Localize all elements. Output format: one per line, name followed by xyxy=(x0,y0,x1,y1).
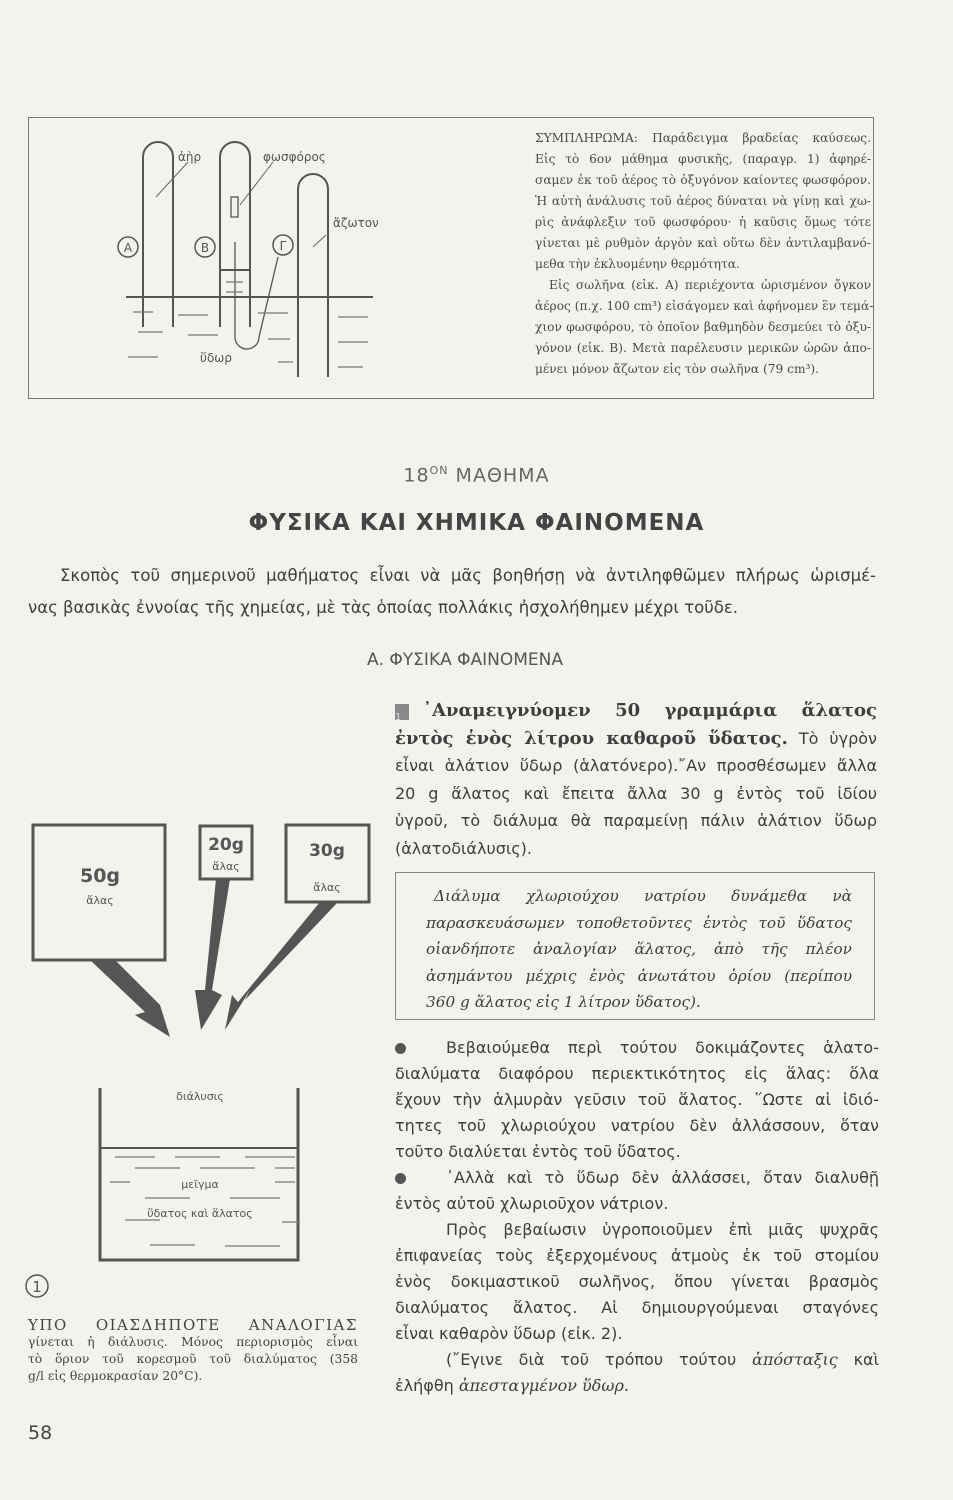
mixture-label: μεῖγμα xyxy=(181,1178,219,1191)
para2-line: ἐπιφανείας τοὺς ἐξερχομένους ἀτμοὺς ἐκ τοῦ στομίου xyxy=(395,1246,879,1265)
bullet-line: ἐντὸς αὐτοῦ χλωριοῦχον νάτριον. xyxy=(395,1194,669,1213)
box-50g xyxy=(33,825,165,960)
caption-line: τὸ ὅριον τοῦ κορεσμοῦ τοῦ διαλύματος (358 xyxy=(28,1352,358,1366)
para3-text: ἐλήφθη xyxy=(395,1376,459,1395)
bullet-icon xyxy=(395,1043,406,1054)
para3-text: (῎Εγινε διὰ τοῦ τρόπου τούτου xyxy=(446,1350,753,1369)
figure-caption xyxy=(28,1316,358,1385)
gas-tubes-diagram xyxy=(28,117,528,399)
phosphorus-piece xyxy=(231,197,238,217)
supplement-line: γίνεται μὲ ρυθμὸν ἀργὸν καὶ οὕτω δὲν ἀντιλαμβανό- xyxy=(535,236,871,250)
lesson-number: $18^{ON}$ ΜΑΘΗΜΑ xyxy=(403,464,550,487)
para3-text: καὶ xyxy=(837,1350,879,1369)
definition-line: παρασκευάσωμεν τοποθετοῦντες ἐντὸς τοῦ ὕδατος xyxy=(426,913,852,932)
paragraph-1 xyxy=(395,697,877,862)
arrow-30g xyxy=(225,902,338,1030)
supplement-line: ἀέρος (π.χ. 100 cm³) εἰσάγομεν καὶ ἀφήνομεν ἓν τεμά- xyxy=(535,299,874,313)
box-20g-amount: 20g xyxy=(208,835,244,855)
supplement-line: Εἰς σωλῆνα (εἰκ. Α) περιέχοντα ὡρισμένον ὄγκον xyxy=(549,278,871,292)
definition-line: οἱανδήποτε ἀναλογίαν ἅλατος, ἀπὸ τῆς πλέον xyxy=(426,940,852,958)
page-number: 58 xyxy=(28,1422,53,1444)
label-water: ὕδωρ xyxy=(200,351,232,365)
definition-line: 360 g ἅλατος εἰς 1 λίτρον ὕδατος). xyxy=(426,993,701,1011)
figure-number: 1 xyxy=(32,1278,42,1296)
para1-line: εἶναι ἁλάτιον ὕδωρ (ἁλατόνερο).῎Αν προσθέσωμεν ἄλλα xyxy=(395,756,877,775)
mixture-label: ὕδατος καὶ ἅλατος xyxy=(147,1207,253,1220)
box-50g-label: ἅλας xyxy=(86,894,114,907)
label-c: Γ xyxy=(279,239,287,253)
definition-line: Διάλυμα χλωριούχου νατρίου δυνάμεθα νὰ xyxy=(434,887,852,905)
supplement-line: χιον φωσφόρου, τὸ ὁποῖον βαθμηδὸν δεσμεύει τὸ ὀξυ- xyxy=(535,320,871,334)
box-20g-label: ἅλας xyxy=(212,860,240,873)
bullet-icon xyxy=(395,1173,406,1184)
supplement-text xyxy=(535,128,874,380)
definition-line: ἀσημάντου μέχρις ἑνὸς ἀνωτάτου ὁρίου (περίπου xyxy=(426,966,852,985)
supplement-line: ρὶς ἀνάφλεξιν τοῦ φωσφόρου· ἡ καῦσις ὅμως τότε xyxy=(535,215,871,229)
supplement-line: Ἡ αὐτὴ ἀνάλυσις τοῦ ἀέρος δύναται νὰ γίνῃ καὶ χω- xyxy=(535,194,871,208)
intro-paragraph xyxy=(28,560,876,624)
caption-heading: ΥΠΟ ΟΙΑΣΔΗΠΟΤΕ ΑΝΑΛΟΓΙΑΣ xyxy=(28,1316,358,1334)
label-nitrogen: ἄζωτον xyxy=(333,216,379,230)
tube-c xyxy=(298,174,328,377)
beaker xyxy=(100,1088,298,1260)
supplement-line: ΣΥΜΠΛΗΡΩΜΑ: Παράδειγμα βραδείας καύσεως. xyxy=(535,131,871,145)
para1-line: ὑγροῦ, τὸ διάλυμα θὰ παραμείνῃ πάλιν ἁλάτιον ὕδωρ xyxy=(395,811,877,830)
para1-text: Τὸ ὑγρὸν xyxy=(787,728,877,748)
bullet-line: ᾿Αλλὰ καὶ τὸ ὕδωρ δὲν ἀλλάσσει, ὅταν διαλυθῇ xyxy=(446,1168,879,1187)
bullet-line: ἔχουν τὴν ἁλμυρὰν γεῦσιν τοῦ ἅλατος. ῞Ωστε αἱ ἰδιό- xyxy=(395,1090,879,1109)
arrow-20g xyxy=(195,879,230,1030)
bullet-line: τητες τοῦ χλωριούχου νατρίου δὲν ἀλλάσσουν, ὅταν xyxy=(395,1116,879,1135)
dissolution-label: διάλυσις xyxy=(176,1090,224,1103)
para2-line: εἶναι καθαρὸν ὕδωρ (εἰκ. 2). xyxy=(395,1324,623,1343)
para3-term: ἀπεσταγμένον ὕδωρ. xyxy=(458,1376,629,1395)
supplement-line: Εἰς τὸ 6ον μάθημα φυσικῆς, (παραγρ. 1) ἀφηρέ- xyxy=(535,152,871,166)
para2-line: ἑνὸς δοκιμαστικοῦ σωλῆνος, ὅπου γίνεται βρασμὸς xyxy=(395,1272,879,1291)
supplement-line: μένει μόνον ἄζωτον εἰς τὸν σωλῆνα (79 cm³). xyxy=(535,362,820,376)
supplement-line: μεθα τὴν ἐκλυομένην θερμότητα. xyxy=(535,257,740,271)
body-text xyxy=(395,1035,879,1399)
para1-line: 20 g ἅλατος καὶ ἔπειτα ἄλλα 30 g ἐντὸς τοῦ ἰδίου xyxy=(395,783,877,803)
label-a: Α xyxy=(123,241,133,255)
para3-term: ἀπόσταξις xyxy=(752,1350,838,1369)
para1-bold: ἐντὸς ἑνὸς λίτρου καθαροῦ ὕδατος. xyxy=(395,727,788,749)
para1-line: (ἁλατοδιάλυσις). xyxy=(395,838,532,858)
salt-dissolution-figure xyxy=(20,790,380,1305)
label-phosphorus: φωσφόρος xyxy=(263,150,326,164)
page-title: ΦΥΣΙΚΑ ΚΑΙ ΧΗΜΙΚΑ ΦΑΙΝΟΜΕΝΑ xyxy=(248,510,705,536)
box-30g-label: ἅλας xyxy=(313,881,341,894)
section-heading: Α. ΦΥΣΙΚΑ ΦΑΙΝΟΜΕΝΑ xyxy=(366,650,563,670)
bullet-line: διαλύματα διαφόρου περιεκτικότητος εἰς ἅλας: ὅλα xyxy=(395,1064,879,1083)
box-30g-amount: 30g xyxy=(309,841,345,861)
para2-line: Πρὸς βεβαίωσιν ὑγροποιοῦμεν ἐπὶ μιᾶς ψυχρᾶς xyxy=(446,1220,879,1239)
intro-line: Σκοπὸς τοῦ σημερινοῦ μαθήματος εἶναι νὰ μᾶς βοηθήσῃ νὰ ἀντιληφθῶμεν πλήρως ὡρισμέ- xyxy=(60,566,876,585)
box-50g-amount: 50g xyxy=(79,865,121,887)
para2-line: διαλύματος ἅλατος. Αἱ δημιουργούμεναι σταγόνες xyxy=(395,1298,879,1317)
label-air: ἀὴρ xyxy=(178,150,202,164)
caption-line: γίνεται ἡ διάλυσις. Μόνος περιορισμὸς εἶναι xyxy=(28,1335,358,1349)
para1-bold: ᾿Αναμειγνύομεν 50 γραμμάρια ἅλατος xyxy=(423,700,877,721)
arrow-50g xyxy=(90,960,170,1037)
paragraph-marker: 1 xyxy=(395,704,409,720)
bullet-line: Βεβαιούμεθα περὶ τούτου δοκιμάζοντες ἁλατο- xyxy=(446,1038,879,1057)
bullet-line: τοῦτο διαλύεται ἐντὸς τοῦ ὕδατος. xyxy=(395,1142,681,1161)
supplement-line: σαμεν ἐκ τοῦ ἀέρος τὸ ὀξυγόνον καίοντες φωσφόρον. xyxy=(535,173,871,187)
definition-box xyxy=(395,872,875,1020)
caption-line: g/l εἰς θερμοκρασίαν 20°C). xyxy=(28,1369,203,1383)
label-b: Β xyxy=(200,241,210,255)
supplement-line: γόνον (εἰκ. Β). Μετὰ παρέλευσιν μερικῶν ὡρῶν ἀπο- xyxy=(535,341,871,355)
tube-a xyxy=(143,142,173,327)
intro-line: νας βασικὰς ἐννοίας τῆς χημείας, μὲ τὰς ὁποίας πολλάκις ἠσχολήθημεν μέχρι τοῦδε. xyxy=(28,598,739,617)
